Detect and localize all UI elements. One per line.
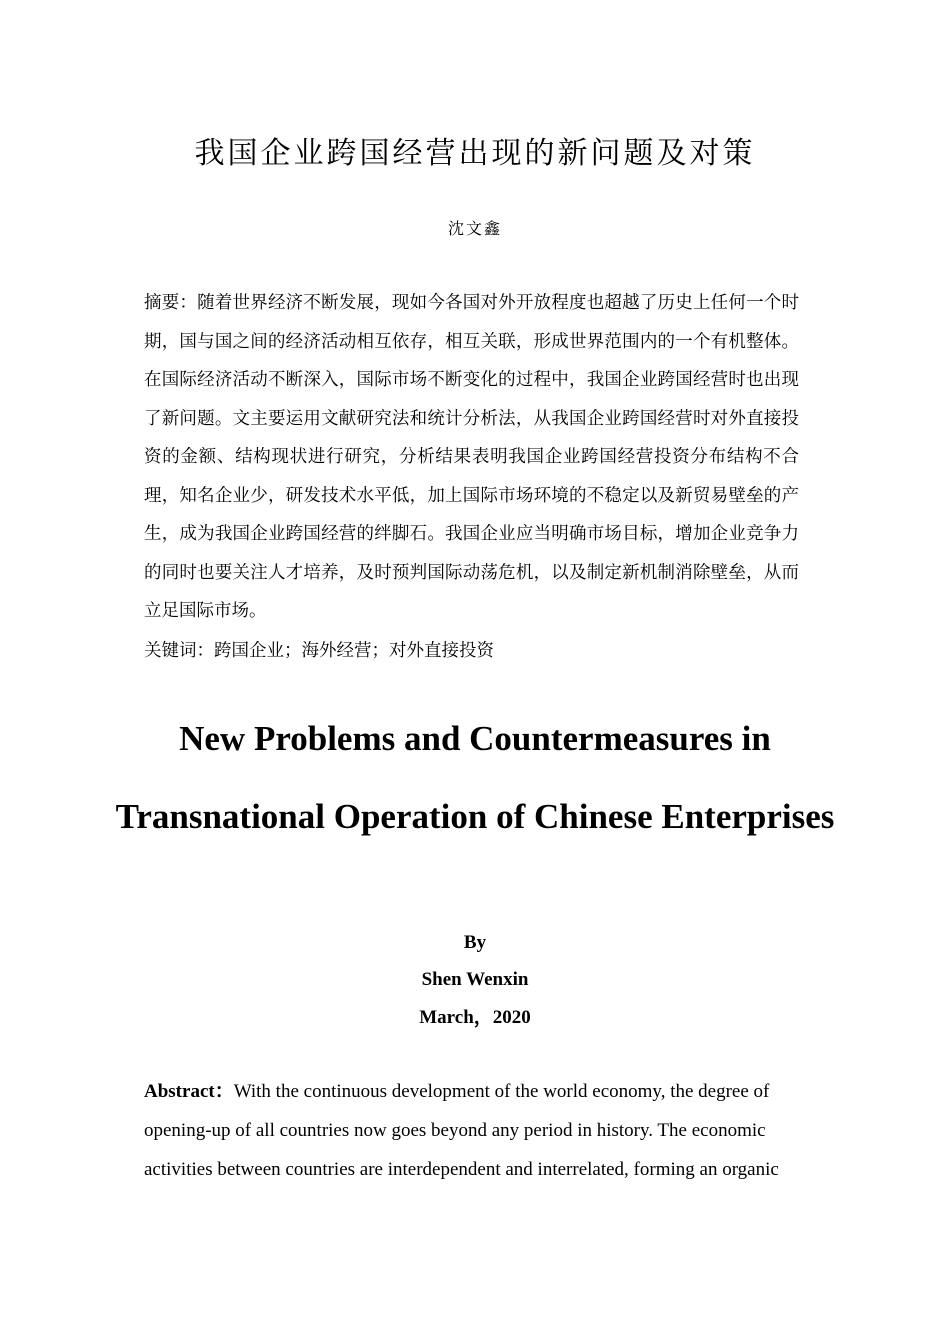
english-title: New Problems and Countermeasures in Transnational Operation of Chinese Enterprises (115, 719, 835, 836)
chinese-keywords-label: 关键词： (144, 641, 214, 661)
english-date: March，2020 (419, 1007, 531, 1028)
english-abstract-text: With the continuous development of the world economy, the degree of opening-up of all countries now goes beyond any period in history. The economic activities between countries are interdependent and interrelated, forming an organic (144, 1081, 779, 1180)
chinese-abstract-label: 摘要： (144, 293, 198, 313)
english-author: Shen Wenxin (421, 969, 529, 990)
chinese-title: 我国企业跨国经营出现的新问题及对策 (194, 136, 756, 171)
chinese-keywords-text: 跨国企业；海外经营；对外直接投资 (214, 641, 494, 661)
chinese-keywords (144, 636, 799, 666)
chinese-abstract (144, 284, 799, 631)
chinese-author: 沈文鑫 (447, 219, 502, 238)
english-by: By (463, 932, 487, 953)
english-abstract (144, 1072, 804, 1189)
chinese-abstract-text: 随着世界经济不断发展，现如今各国对外开放程度也超越了历史上任何一个时期，国与国之间的经济活动相互依存，相互关联，形成世界范围内的一个有机整体。在国际经济活动不断深入，国际市场不断变化的过程中，我国企业跨国经营时也出现了新问题。文主要运用文献研究法和统计分析法，从我国企业跨国经营时对外直接投资的金额、结构现状进行研究，分析结果表明我国企业跨国经营投资分布结构不合理，知名企业少，研发技术水平低，加上国际市场环境的不稳定以及新贸易壁垒的产生，成为我国企业跨国经营的绊脚石。我国企业应当明确市场目标，增加企业竞争力的同时也要关注人才培养，及时预判国际动荡危机，以及制定新机制消除壁垒，从而立足国际市场。 (144, 293, 799, 621)
english-abstract-label: Abstract： (144, 1081, 234, 1102)
